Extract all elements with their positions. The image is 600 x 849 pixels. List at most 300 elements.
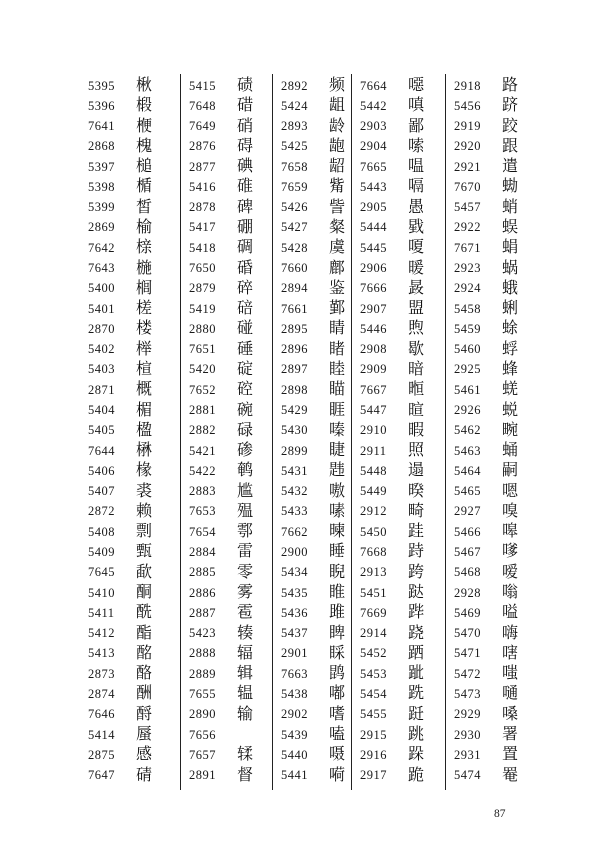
character-cell: 跨 bbox=[408, 563, 425, 581]
code-cell: 5406 bbox=[88, 463, 115, 478]
code-cell: 5451 bbox=[360, 585, 387, 600]
character-cell: 蜃 bbox=[136, 726, 153, 743]
character-cell: 剽 bbox=[136, 523, 153, 541]
character-cell: 雹 bbox=[237, 604, 254, 622]
table-row bbox=[446, 542, 560, 562]
table-row bbox=[446, 624, 560, 644]
code-cell: 5445 bbox=[360, 240, 387, 255]
table-row bbox=[181, 401, 272, 421]
table-row bbox=[352, 360, 445, 380]
code-cell: 7660 bbox=[281, 261, 308, 276]
table-row bbox=[273, 684, 351, 704]
character-cell: 噁 bbox=[408, 77, 425, 94]
table-row bbox=[80, 603, 180, 623]
code-cell: 7667 bbox=[360, 382, 387, 397]
table-row bbox=[446, 522, 560, 542]
table-row bbox=[181, 583, 272, 603]
code-cell: 5442 bbox=[360, 98, 387, 113]
table-column bbox=[273, 74, 352, 790]
code-cell: 5448 bbox=[360, 463, 387, 478]
character-cell: 跹 bbox=[408, 705, 425, 723]
code-cell: 5463 bbox=[454, 443, 481, 458]
code-cell: 2882 bbox=[189, 423, 216, 438]
character-cell: 输 bbox=[237, 705, 254, 723]
table-row bbox=[273, 279, 351, 299]
character-cell: 楸 bbox=[136, 77, 153, 94]
character-cell: 槎 bbox=[136, 300, 153, 318]
code-cell: 5419 bbox=[189, 301, 216, 316]
code-cell: 5407 bbox=[88, 484, 115, 499]
table-row bbox=[273, 177, 351, 197]
table-row bbox=[446, 421, 560, 441]
character-cell: 跬 bbox=[408, 523, 425, 541]
character-cell: 遣 bbox=[502, 158, 519, 176]
code-cell: 2870 bbox=[88, 321, 115, 336]
character-cell: 罨 bbox=[502, 766, 519, 784]
code-cell: 5471 bbox=[454, 646, 481, 661]
code-cell: 2915 bbox=[360, 727, 387, 742]
character-cell: 韪 bbox=[329, 462, 346, 480]
table-column bbox=[80, 74, 181, 790]
code-cell: 2893 bbox=[281, 119, 308, 134]
table-row bbox=[273, 502, 351, 522]
table-row bbox=[80, 502, 180, 522]
character-cell: 暄 bbox=[408, 401, 425, 419]
table-row bbox=[273, 360, 351, 380]
character-cell: 辒 bbox=[237, 685, 254, 703]
character-cell: 碇 bbox=[237, 360, 254, 378]
table-row bbox=[352, 421, 445, 441]
character-cell: 嗬 bbox=[329, 766, 346, 784]
page-number: 87 bbox=[494, 808, 506, 820]
table-row bbox=[181, 725, 272, 745]
character-cell: 暇 bbox=[408, 421, 425, 439]
code-cell: 5428 bbox=[281, 240, 308, 255]
table-row bbox=[352, 157, 445, 177]
code-cell: 7671 bbox=[454, 240, 481, 255]
character-cell: 楣 bbox=[136, 401, 153, 419]
character-cell: 楹 bbox=[136, 421, 153, 439]
table-row bbox=[446, 279, 560, 299]
table-row bbox=[80, 401, 180, 421]
character-cell: 跶 bbox=[408, 584, 425, 602]
table-row bbox=[273, 563, 351, 583]
code-cell: 2895 bbox=[281, 321, 308, 336]
character-cell: 榇 bbox=[136, 239, 153, 257]
character-cell: 晸 bbox=[408, 279, 425, 297]
character-cell: 跳 bbox=[408, 726, 425, 743]
table-row bbox=[446, 299, 560, 319]
table-row bbox=[446, 218, 560, 238]
table-row bbox=[273, 137, 351, 157]
table-row bbox=[273, 522, 351, 542]
table-row bbox=[80, 299, 180, 319]
character-cell: 榈 bbox=[136, 279, 153, 297]
character-cell: 蛾 bbox=[502, 279, 519, 297]
table-row bbox=[352, 259, 445, 279]
code-cell: 7648 bbox=[189, 98, 216, 113]
code-cell: 2910 bbox=[360, 423, 387, 438]
character-cell: 嗲 bbox=[502, 543, 519, 561]
table-row bbox=[273, 198, 351, 218]
code-cell: 5426 bbox=[281, 200, 308, 215]
code-cell: 5424 bbox=[281, 98, 308, 113]
character-cell: 嗳 bbox=[502, 563, 519, 581]
code-cell: 5412 bbox=[88, 626, 115, 641]
code-cell: 5449 bbox=[360, 484, 387, 499]
character-cell: 畹 bbox=[502, 421, 519, 439]
table-row bbox=[80, 461, 180, 481]
code-cell: 2890 bbox=[189, 707, 216, 722]
table-row bbox=[80, 218, 180, 238]
code-cell: 2916 bbox=[360, 747, 387, 762]
character-cell: 槌 bbox=[136, 158, 153, 176]
table-row bbox=[273, 218, 351, 238]
character-cell: 粲 bbox=[329, 218, 346, 236]
character-cell: 跻 bbox=[502, 97, 519, 115]
code-cell: 2914 bbox=[360, 626, 387, 641]
table-row bbox=[352, 522, 445, 542]
table-row bbox=[446, 238, 560, 258]
code-cell: 5420 bbox=[189, 362, 216, 377]
character-cell: 觜 bbox=[329, 178, 346, 196]
table-row bbox=[181, 177, 272, 197]
table-row bbox=[446, 684, 560, 704]
character-cell: 碚 bbox=[237, 300, 254, 318]
character-cell: 嗥 bbox=[502, 523, 519, 541]
code-cell: 7659 bbox=[281, 179, 308, 194]
table-row bbox=[80, 279, 180, 299]
character-cell: 鹌 bbox=[237, 462, 254, 480]
character-cell: 频 bbox=[329, 77, 346, 94]
table-column bbox=[181, 74, 273, 790]
code-cell: 2875 bbox=[88, 747, 115, 762]
code-cell: 7669 bbox=[360, 605, 387, 620]
table-row bbox=[80, 319, 180, 339]
code-cell: 5414 bbox=[88, 727, 115, 742]
table-row bbox=[181, 421, 272, 441]
table-row bbox=[80, 76, 180, 96]
table-row bbox=[181, 238, 272, 258]
character-cell: 嗢 bbox=[408, 158, 425, 176]
character-cell: 雎 bbox=[329, 604, 346, 622]
character-cell: 碏 bbox=[237, 97, 254, 115]
code-cell: 7654 bbox=[189, 524, 216, 539]
table-row bbox=[352, 705, 445, 725]
character-cell: 嗨 bbox=[502, 624, 519, 642]
code-cell: 5454 bbox=[360, 686, 387, 701]
code-cell: 7647 bbox=[88, 768, 115, 783]
code-cell: 5398 bbox=[88, 179, 115, 194]
character-code-table bbox=[80, 74, 560, 790]
code-cell: 2926 bbox=[454, 403, 481, 417]
code-cell: 2878 bbox=[189, 200, 216, 215]
character-cell: 硼 bbox=[237, 218, 254, 236]
code-cell: 7646 bbox=[88, 707, 115, 722]
code-cell: 2913 bbox=[360, 565, 387, 580]
code-cell: 7664 bbox=[360, 78, 387, 93]
code-cell: 2884 bbox=[189, 544, 216, 559]
code-cell: 5458 bbox=[454, 301, 481, 316]
code-cell: 2925 bbox=[454, 362, 481, 377]
character-cell: 碰 bbox=[237, 320, 254, 338]
code-cell: 2928 bbox=[454, 585, 481, 600]
code-cell: 7649 bbox=[189, 119, 216, 134]
character-cell: 硾 bbox=[237, 340, 254, 358]
table-row bbox=[446, 259, 560, 279]
code-cell: 7652 bbox=[189, 382, 216, 397]
table-row bbox=[352, 542, 445, 562]
character-cell: 龃 bbox=[329, 97, 346, 115]
code-cell: 5461 bbox=[454, 382, 481, 397]
code-cell: 2887 bbox=[189, 605, 216, 620]
table-row bbox=[80, 360, 180, 380]
code-cell: 2888 bbox=[189, 646, 216, 661]
character-cell: 甄 bbox=[136, 543, 153, 561]
character-cell: 睬 bbox=[329, 644, 346, 662]
character-cell: 酰 bbox=[136, 604, 153, 622]
code-cell: 2927 bbox=[454, 504, 481, 519]
table-row bbox=[80, 684, 180, 704]
table-row bbox=[273, 421, 351, 441]
table-row bbox=[446, 644, 560, 664]
table-row bbox=[273, 725, 351, 745]
code-cell: 2894 bbox=[281, 281, 308, 296]
code-cell: 5403 bbox=[88, 362, 115, 377]
code-cell: 5435 bbox=[281, 585, 308, 600]
character-cell: 虞 bbox=[329, 239, 346, 257]
character-cell: 辑 bbox=[237, 665, 254, 683]
code-cell: 7644 bbox=[88, 443, 115, 458]
character-cell: 照 bbox=[408, 442, 425, 460]
character-cell: 碈 bbox=[237, 259, 254, 277]
table-row bbox=[181, 96, 272, 116]
character-cell: 嗫 bbox=[329, 746, 346, 764]
table-row bbox=[352, 482, 445, 502]
character-cell: 尴 bbox=[237, 482, 254, 500]
table-row bbox=[273, 644, 351, 664]
table-row bbox=[80, 563, 180, 583]
table-row bbox=[352, 137, 445, 157]
character-cell: 暗 bbox=[408, 360, 425, 378]
table-row bbox=[446, 177, 560, 197]
table-row bbox=[80, 117, 180, 137]
character-cell: 酮 bbox=[136, 584, 153, 602]
character-cell: 嗝 bbox=[408, 178, 425, 196]
code-cell: 5467 bbox=[454, 544, 481, 559]
table-row bbox=[181, 137, 272, 157]
table-row bbox=[80, 177, 180, 197]
character-cell: 嗤 bbox=[502, 665, 519, 683]
character-cell: 辏 bbox=[237, 624, 254, 642]
table-row bbox=[352, 664, 445, 684]
code-cell: 5401 bbox=[88, 301, 115, 316]
code-cell: 7650 bbox=[189, 261, 216, 276]
character-cell: 榆 bbox=[136, 218, 153, 236]
character-cell: 置 bbox=[502, 746, 519, 764]
table-row bbox=[446, 766, 560, 786]
code-cell: 5441 bbox=[281, 768, 308, 783]
character-cell: 跸 bbox=[408, 604, 425, 622]
table-row bbox=[181, 360, 272, 380]
character-cell: 嗦 bbox=[408, 137, 425, 155]
code-cell: 5450 bbox=[360, 524, 387, 539]
table-row bbox=[273, 340, 351, 360]
table-row bbox=[80, 725, 180, 745]
code-cell: 2876 bbox=[189, 139, 216, 154]
code-cell: 5400 bbox=[88, 281, 115, 296]
character-cell: 蜉 bbox=[502, 340, 519, 358]
code-cell: 5431 bbox=[281, 463, 308, 478]
table-row bbox=[446, 137, 560, 157]
table-row bbox=[273, 583, 351, 603]
code-cell: 2873 bbox=[88, 666, 115, 681]
character-cell: 碑 bbox=[237, 198, 254, 216]
code-cell: 7665 bbox=[360, 159, 387, 174]
table-row bbox=[181, 441, 272, 461]
table-row bbox=[80, 705, 180, 725]
table-row bbox=[352, 603, 445, 623]
code-cell: 5459 bbox=[454, 321, 481, 336]
character-cell: 龄 bbox=[329, 117, 346, 135]
table-row bbox=[446, 198, 560, 218]
character-cell: 署 bbox=[502, 726, 519, 743]
table-row bbox=[352, 177, 445, 197]
code-cell: 2885 bbox=[189, 565, 216, 580]
code-cell: 2869 bbox=[88, 220, 115, 235]
table-row bbox=[181, 644, 272, 664]
table-row bbox=[80, 340, 180, 360]
character-cell: 感 bbox=[136, 746, 153, 764]
code-cell: 5456 bbox=[454, 98, 481, 113]
table-row bbox=[181, 157, 272, 177]
code-cell: 2881 bbox=[189, 403, 216, 417]
code-cell: 5462 bbox=[454, 423, 481, 438]
code-cell: 5429 bbox=[281, 403, 308, 417]
character-cell: 碎 bbox=[237, 279, 254, 297]
table-row bbox=[446, 76, 560, 96]
table-row bbox=[80, 542, 180, 562]
character-cell: 碉 bbox=[237, 239, 254, 257]
table-row bbox=[446, 441, 560, 461]
table-row bbox=[80, 259, 180, 279]
table-row bbox=[446, 705, 560, 725]
table-row bbox=[446, 745, 560, 765]
code-cell: 5430 bbox=[281, 423, 308, 438]
character-cell: 訾 bbox=[329, 198, 346, 216]
table-row bbox=[446, 157, 560, 177]
character-cell: 楼 bbox=[136, 320, 153, 338]
table-row bbox=[181, 603, 272, 623]
table-row bbox=[352, 725, 445, 745]
table-row bbox=[273, 76, 351, 96]
character-cell: 嗯 bbox=[502, 482, 519, 500]
code-cell: 7651 bbox=[189, 342, 216, 357]
code-cell: 5457 bbox=[454, 200, 481, 215]
code-cell: 5443 bbox=[360, 179, 387, 194]
table-row bbox=[80, 157, 180, 177]
code-cell: 5402 bbox=[88, 342, 115, 357]
table-row bbox=[181, 482, 272, 502]
table-row bbox=[181, 319, 272, 339]
code-cell: 7657 bbox=[189, 747, 216, 762]
character-cell: 硝 bbox=[237, 117, 254, 135]
table-row bbox=[273, 542, 351, 562]
character-cell: 睚 bbox=[329, 401, 346, 419]
table-row bbox=[80, 664, 180, 684]
code-cell: 2891 bbox=[189, 768, 216, 783]
table-row bbox=[273, 380, 351, 400]
code-cell: 7653 bbox=[189, 504, 216, 519]
character-cell: 酹 bbox=[136, 705, 153, 723]
table-row bbox=[446, 380, 560, 400]
character-cell: 督 bbox=[237, 766, 254, 784]
table-row bbox=[352, 502, 445, 522]
code-cell: 5455 bbox=[360, 707, 387, 722]
table-row bbox=[352, 198, 445, 218]
character-cell: 嗅 bbox=[502, 502, 519, 520]
table-row bbox=[181, 117, 272, 137]
code-cell: 2922 bbox=[454, 220, 481, 235]
table-row bbox=[446, 563, 560, 583]
code-cell: 2923 bbox=[454, 261, 481, 276]
character-cell: 龆 bbox=[329, 158, 346, 176]
code-cell: 7643 bbox=[88, 261, 115, 276]
character-cell: 酬 bbox=[136, 685, 153, 703]
code-cell: 5436 bbox=[281, 605, 308, 620]
code-cell: 2874 bbox=[88, 686, 115, 701]
code-cell: 2877 bbox=[189, 159, 216, 174]
table-row bbox=[352, 218, 445, 238]
character-cell: 碌 bbox=[237, 421, 254, 439]
code-cell: 7663 bbox=[281, 666, 308, 681]
character-cell: 暕 bbox=[329, 523, 346, 541]
table-row bbox=[80, 583, 180, 603]
character-cell: 畸 bbox=[408, 502, 425, 520]
table-row bbox=[352, 96, 445, 116]
character-cell: 酪 bbox=[136, 665, 153, 683]
character-cell: 蜐 bbox=[502, 178, 519, 196]
table-row bbox=[80, 441, 180, 461]
table-row bbox=[273, 157, 351, 177]
character-cell: 雷 bbox=[237, 543, 254, 561]
code-cell: 7668 bbox=[360, 544, 387, 559]
table-row bbox=[181, 522, 272, 542]
code-cell: 2889 bbox=[189, 666, 216, 681]
code-cell: 7642 bbox=[88, 240, 115, 255]
character-cell: 嗑 bbox=[329, 726, 346, 743]
character-cell: 歃 bbox=[136, 563, 153, 581]
character-cell: 跱 bbox=[408, 543, 425, 561]
code-cell: 2907 bbox=[360, 301, 387, 316]
code-cell: 5472 bbox=[454, 666, 481, 681]
character-cell: 碓 bbox=[237, 178, 254, 196]
code-cell: 5405 bbox=[88, 423, 115, 438]
character-cell: 睥 bbox=[329, 624, 346, 642]
character-cell: 嗄 bbox=[408, 239, 425, 257]
table-row bbox=[80, 421, 180, 441]
code-cell: 7656 bbox=[189, 727, 216, 742]
code-cell: 2892 bbox=[281, 78, 308, 93]
table-row bbox=[446, 603, 560, 623]
code-cell: 5422 bbox=[189, 463, 216, 478]
table-row bbox=[352, 583, 445, 603]
character-cell: 遢 bbox=[408, 462, 425, 480]
table-row bbox=[181, 259, 272, 279]
table-row bbox=[273, 259, 351, 279]
table-row bbox=[446, 96, 560, 116]
character-cell: 跐 bbox=[408, 665, 425, 683]
